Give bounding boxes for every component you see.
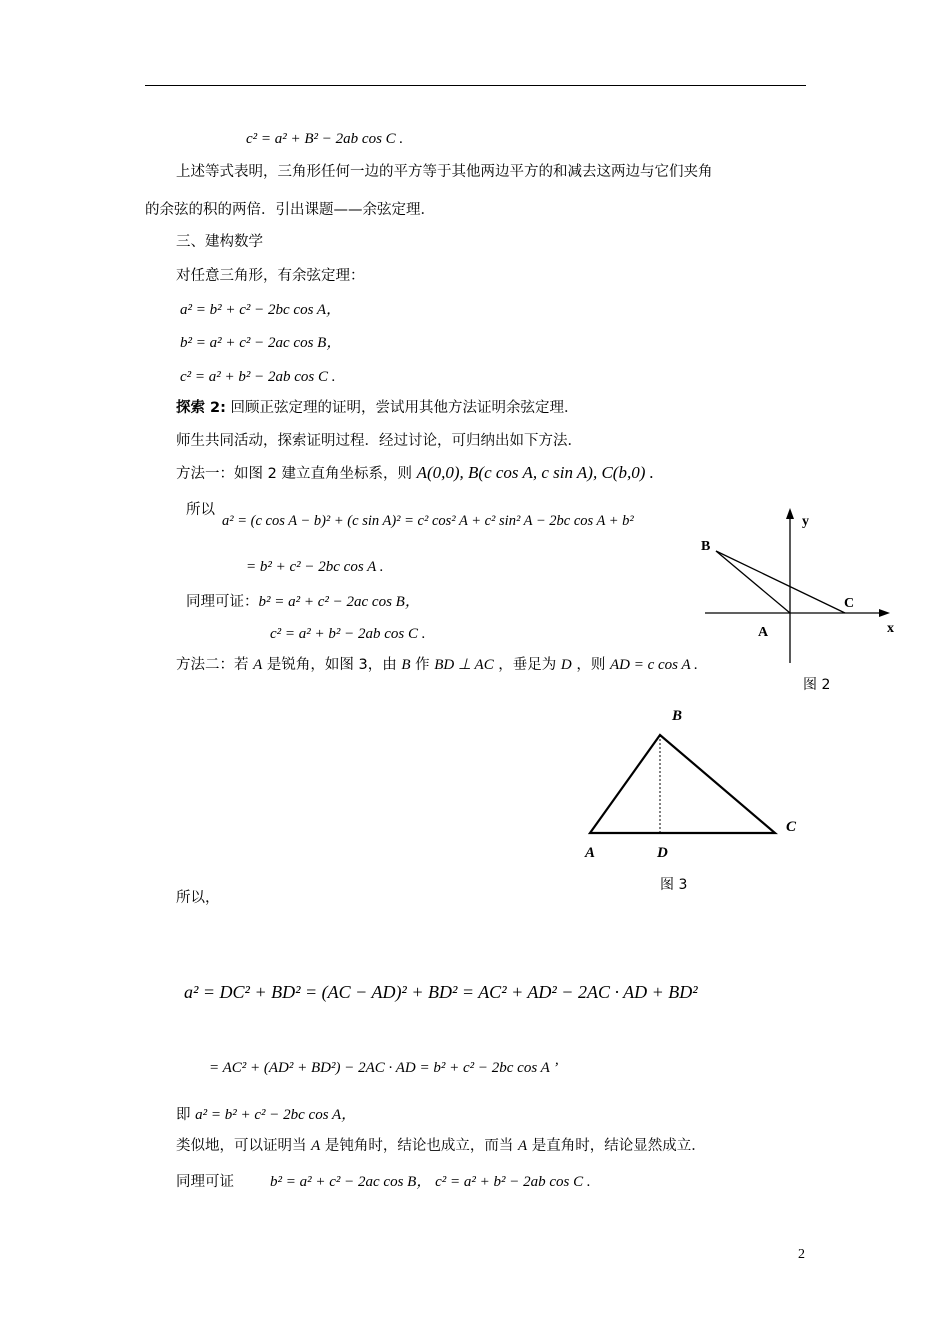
figure-3-diagram — [580, 700, 810, 860]
eq-method-1-result: = b² + c² − 2bc cos A . — [246, 559, 384, 575]
so-line — [186, 499, 215, 520]
eq-namely: a² = b² + c² − 2bc cos A， — [195, 1107, 357, 1123]
method-2-line — [176, 654, 698, 675]
method-2-text-4: ，垂足为 — [493, 657, 561, 673]
namely-line — [176, 1104, 356, 1125]
final-text: 同理可证 — [176, 1174, 234, 1190]
method-2-perpendicular: BD ⊥ AC — [434, 657, 494, 673]
method-2-text-3: 作 — [410, 657, 435, 673]
page-number: 2 — [798, 1247, 805, 1262]
paragraph-line-1: 上述等式表明，三角形任何一边的平方等于其他两边平方的和减去这两边与它们夹角 — [176, 164, 713, 180]
theorem-intro: 对任意三角形，有余弦定理： — [176, 268, 365, 284]
obtuse-text-1: 类似地，可以证明当 — [176, 1138, 312, 1154]
triangle-abc — [590, 735, 775, 833]
explore-2-label: 探索 2: — [176, 400, 226, 416]
figure-2-caption: 图 2 — [803, 677, 831, 693]
activity-line: 师生共同活动，探索证明过程．经过讨论，可归纳出如下方法． — [176, 433, 582, 449]
label-b: B — [701, 539, 711, 554]
method-2-text-1: 方法二：若 — [176, 657, 254, 673]
label-c: C — [844, 596, 855, 611]
figure-3-caption: 图 3 — [660, 877, 688, 893]
label-d: D — [657, 845, 668, 860]
eq-final: b² = a² + c² − 2ac cos B， c² = a² + b² − 2ab cos C . — [270, 1174, 591, 1190]
explore-2-text: 回顾正弦定理的证明，尝试用其他方法证明余弦定理． — [225, 400, 579, 416]
eq-method-1-expand: a² = (c cos A − b)² + (c sin A)² = c² cos² A + c² sin² A − 2bc cos A + b² — [222, 513, 634, 529]
label-y: y — [802, 514, 809, 529]
method-2-text-2: 是锐角，如图 3，由 — [262, 657, 402, 673]
so-text: 所以 — [186, 502, 215, 518]
method-2-text-5: ，则 — [571, 657, 610, 673]
eq-c2-capital-b: c² = a² + B² − 2ab cos C . — [246, 131, 404, 147]
explore-2-line — [176, 398, 579, 418]
section-heading: 三、建构数学 — [176, 234, 263, 250]
method-1-text: 方法一：如图 2 建立直角坐标系，则 — [176, 466, 417, 482]
eq-similarly-b2: b² = a² + c² − 2ac cos B， — [258, 594, 420, 610]
x-axis-arrow-icon — [879, 609, 890, 617]
label-a: A — [585, 845, 596, 860]
obtuse-var-a: A — [311, 1138, 321, 1154]
obtuse-text-2: 是钝角时，结论也成立，而当 — [320, 1138, 518, 1154]
method-1-coords: A(0,0), B(c cos A, c sin A), C(b,0) . — [416, 463, 654, 482]
method-2-var-b: B — [401, 657, 411, 673]
namely-text: 即 — [176, 1107, 196, 1123]
segment-ba — [716, 551, 790, 613]
obtuse-right-line — [176, 1135, 706, 1156]
y-axis-arrow-icon — [786, 508, 794, 519]
eq-b2: b² = a² + c² − 2ac cos B， — [180, 335, 342, 351]
figure-2-diagram — [700, 505, 900, 665]
label-c: C — [786, 819, 797, 835]
eq-c2: c² = a² + b² − 2ab cos C . — [180, 369, 336, 385]
right-var-a: A — [518, 1138, 528, 1154]
eq-similarly-c2: c² = a² + b² − 2ab cos C . — [270, 626, 426, 642]
eq-a2: a² = b² + c² − 2bc cos A， — [180, 302, 342, 318]
segment-bc — [716, 551, 845, 613]
similarly-text: 同理可证： — [186, 594, 259, 610]
header-rule — [145, 85, 806, 86]
eq-method-2-line-1: a² = DC² + BD² = (AC − AD)² + BD² = AC² + AD² − 2AC · AD + BD² — [184, 982, 698, 1002]
similarly-line — [186, 591, 420, 612]
final-line — [176, 1171, 234, 1192]
eq-method-2-line-2: = AC² + (AD² + BD²) − 2AC · AD = b² + c² − 2bc cos A ’ — [209, 1060, 559, 1076]
method-2-var-d: D — [560, 657, 572, 673]
paragraph-line-2: 的余弦的积的两倍．引出课题——余弦定理． — [145, 202, 435, 218]
label-x: x — [887, 621, 894, 636]
label-b: B — [672, 708, 683, 724]
method-1-line — [176, 463, 654, 484]
label-a: A — [758, 625, 769, 640]
so-comma: 所以， — [176, 890, 220, 906]
obtuse-text-3: 是直角时，结论显然成立． — [527, 1138, 706, 1154]
method-2-var-a: A — [253, 657, 263, 673]
method-2-ad: AD = c cos A . — [609, 657, 698, 673]
